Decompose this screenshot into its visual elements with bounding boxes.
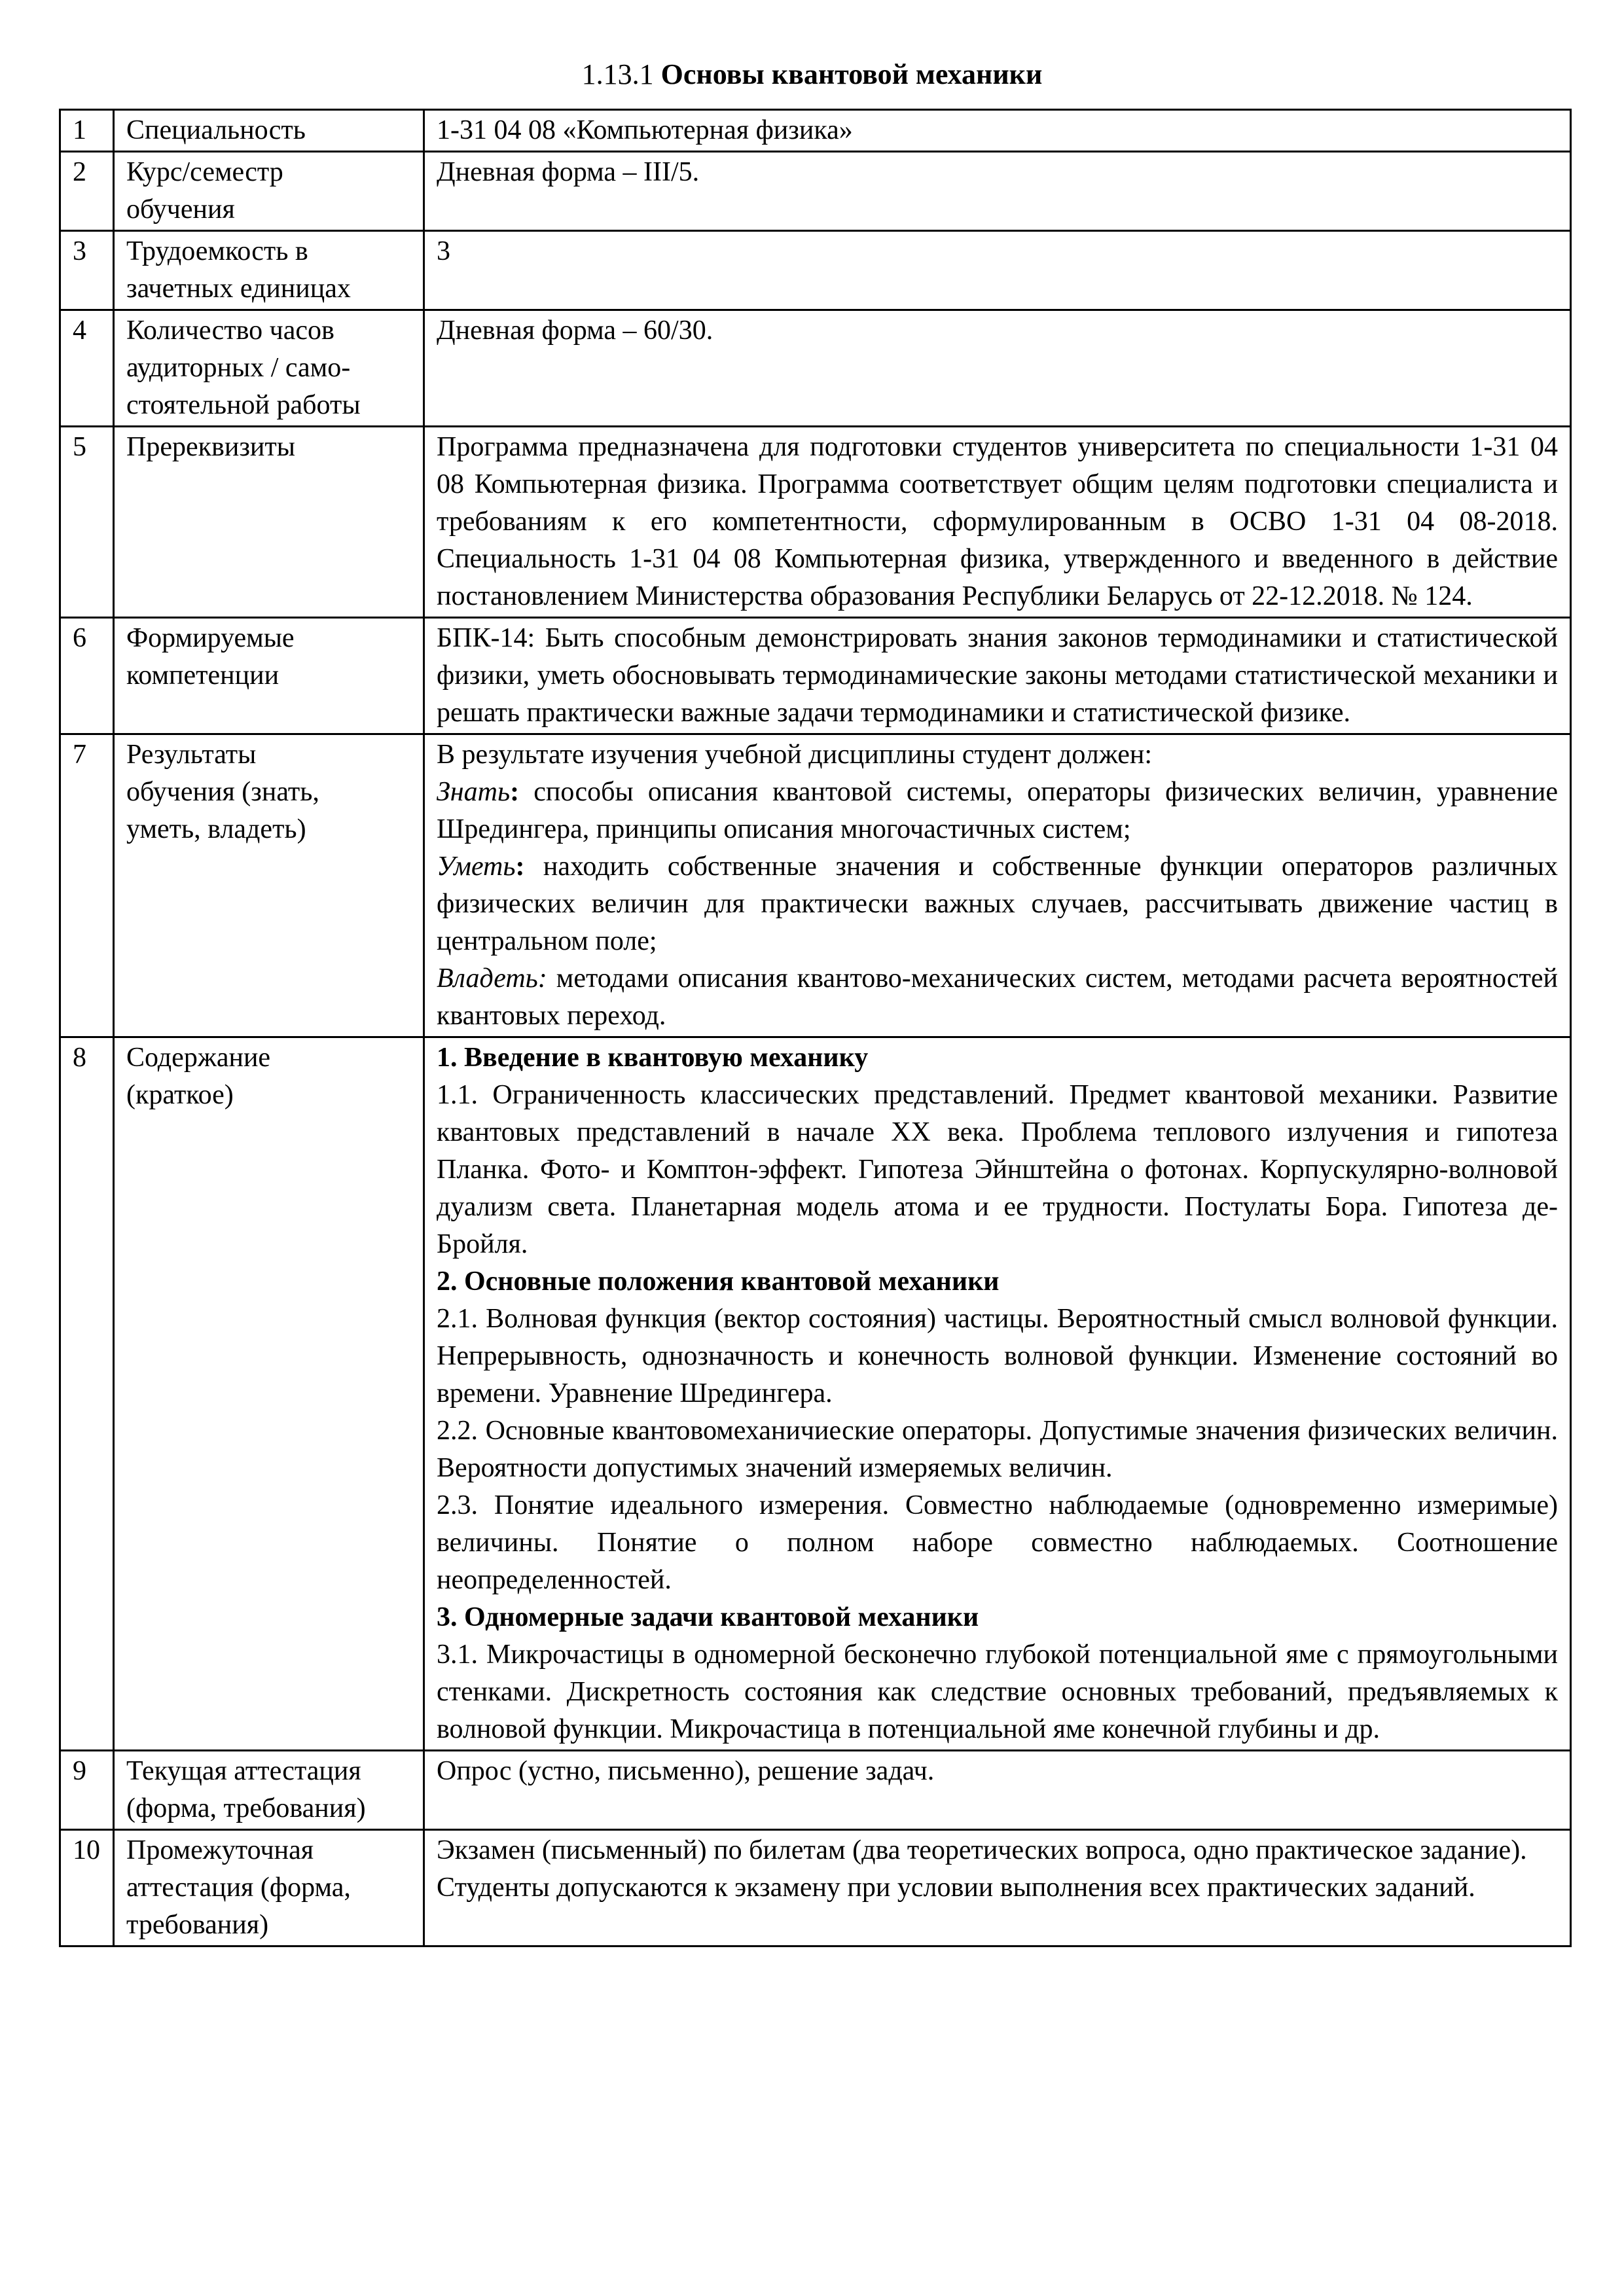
row-number: 4	[60, 310, 114, 427]
row-label	[114, 231, 424, 310]
table-row	[60, 152, 1571, 231]
label-text: Трудоемкость в зачетных единицах	[126, 236, 351, 304]
master-label: Владеть:	[437, 963, 547, 994]
row-label	[114, 734, 424, 1037]
row-label	[114, 1751, 424, 1830]
value-text: 1-31 04 08 «Компьютерная физика»	[437, 115, 853, 145]
row-number: 10	[60, 1830, 114, 1946]
section-title: 2. Основные положения квантовой механики	[437, 1266, 1000, 1297]
table-row	[60, 734, 1571, 1037]
value-text: Дневная форма – III/5.	[437, 157, 700, 187]
table-row	[60, 1751, 1571, 1830]
can-label: Уметь	[437, 852, 516, 882]
row-value	[424, 1830, 1571, 1946]
results-master	[437, 960, 1558, 1035]
row-number: 1	[60, 110, 114, 152]
section-text: 2.3. Понятие идеального измерения. Совместно наблюдаемые (одновременно измеримые) величины. Понятие о полном наборе совместно наблюдаемых. Соотношение неопределенностей.	[437, 1490, 1558, 1595]
section-title: 1. Введение в квантовую механику	[437, 1043, 869, 1073]
row-number: 9	[60, 1751, 114, 1830]
label-text: Содержание (краткое)	[126, 1043, 271, 1110]
row-value	[424, 152, 1571, 231]
row-label: Пререквизиты	[114, 427, 424, 618]
row-label	[114, 152, 424, 231]
table-row	[60, 1037, 1571, 1751]
row-label	[114, 1830, 424, 1946]
row-number: 5	[60, 427, 114, 618]
row-label	[114, 310, 424, 427]
value-text: 3	[437, 236, 450, 266]
section-text: 1.1. Ограниченность классических представлений. Предмет квантовой механики. Развитие квантовых представлений в начале XX века. Проблема теплового излучения и гипотеза Планка. Фото- и Комптон-эффект. Гипотеза Эйнштейна о фотонах. Корпускулярно-волновой дуализм света. Планетарная модель атома и ее трудности. Постулаты Бора. Гипотеза де-Бройля.	[437, 1080, 1558, 1259]
label-text: Количество часов аудиторных / само-стоятельной работы	[126, 315, 361, 420]
page-title	[0, 58, 1624, 92]
label-text: Текущая аттестация (форма, требования)	[126, 1756, 366, 1823]
label-text: Формируемые компетенции	[126, 623, 295, 691]
table-row	[60, 310, 1571, 427]
value-text: Программа предназначена для подготовки студентов университета по специальности 1-31 04 08 Компьютерная физика. Программа соответствует общим целям подготовки специалиста и требованиям к его компетентности, сформулированным в ОСВО 1-31 04 08-2018. Специальность 1-31 04 08 Компьютерная физика, утвержденного и введенного в действие постановлением Министерства образования Республики Беларусь от 22-12.2018. № 124.	[437, 432, 1558, 611]
results-intro: В результате изучения учебной дисциплины студент должен:	[437, 740, 1152, 770]
table-row	[60, 427, 1571, 618]
can-text: находить собственные значения и собственные функции операторов различных физических величин для практически важных случаев, рассчитывать движение частиц в центральном поле;	[437, 852, 1558, 956]
row-number: 2	[60, 152, 114, 231]
row-number: 7	[60, 734, 114, 1037]
section-text: 3.1. Микрочастицы в одномерной бесконечно глубокой потенциальной яме с прямоугольными стенками. Дискретность состояния как следствие основных требований, предъявляемых к волновой функции. Микрочастица в потенциальной яме конечной глубины и др.	[437, 1640, 1558, 1744]
row-value	[424, 618, 1571, 734]
row-label	[114, 618, 424, 734]
section-text: 2.1. Волновая функция (вектор состояния) частицы. Вероятностный смысл волновой функции. Непрерывность, однозначность и конечность волновой функции. Изменение состояний во времени. Уравнение Шредингера.	[437, 1304, 1558, 1408]
value-text: Дневная форма – 60/30.	[437, 315, 713, 346]
table-row	[60, 618, 1571, 734]
row-value	[424, 427, 1571, 618]
value-text: Студенты допускаются к экзамену при условии выполнения всех практических заданий.	[437, 1873, 1475, 1903]
know-label: Знать	[437, 777, 511, 807]
label-text: Результаты обучения (знать, уметь, владеть)	[126, 740, 319, 844]
table-row	[60, 1830, 1571, 1946]
row-number: 3	[60, 231, 114, 310]
row-value	[424, 734, 1571, 1037]
value-text: Опрос (устно, письменно), решение задач.	[437, 1756, 935, 1786]
results-can: Уметь: находить собственные значения и собственные функции операторов различных физических величин для практически важных случаев, рассчитывать движение частиц в центральном поле;	[437, 852, 1558, 956]
row-label: Специальность	[114, 110, 424, 152]
row-value	[424, 231, 1571, 310]
row-label	[114, 1037, 424, 1751]
row-value	[424, 1751, 1571, 1830]
label-text: Курс/семестр обучения	[126, 157, 283, 224]
section-text: 2.2. Основные квантовомеханичиеские операторы. Допустимые значения физических величин. Вероятности допустимых значений измеряемых величин.	[437, 1416, 1558, 1483]
row-value	[424, 310, 1571, 427]
row-value	[424, 1037, 1571, 1751]
value-text: Экзамен (письменный) по билетам (два теоретических вопроса, одно практическое задание).	[437, 1835, 1527, 1865]
table-row	[60, 110, 1571, 152]
know-text: способы описания квантовой системы, операторы физических величин, уравнение Шредингера, принципы описания многочастичных систем;	[437, 777, 1558, 844]
row-number: 8	[60, 1037, 114, 1751]
syllabus-table	[59, 109, 1572, 1947]
title-name: Основы квантовой механики	[660, 58, 1043, 90]
table-row	[60, 231, 1571, 310]
master-text: методами описания квантово-механических систем, методами расчета вероятностей квантовых переход.	[437, 963, 1558, 1031]
section-title: 3. Одномерные задачи квантовой механики	[437, 1602, 979, 1632]
row-number: 6	[60, 618, 114, 734]
value-text: БПК-14: Быть способным демонстрировать знания законов термодинамики и статистической физики, уметь обосновывать термодинамические законы методами статистической механики и решать практически важные задачи термодинамики и статистической физике.	[437, 623, 1558, 728]
results-know: Знать: способы описания квантовой системы, операторы физических величин, уравнение Шредингера, принципы описания многочастичных систем;	[437, 777, 1558, 844]
title-number: 1.13.1	[581, 58, 654, 90]
row-value	[424, 110, 1571, 152]
label-text: Промежуточная аттестация (форма, требования)	[126, 1835, 351, 1940]
